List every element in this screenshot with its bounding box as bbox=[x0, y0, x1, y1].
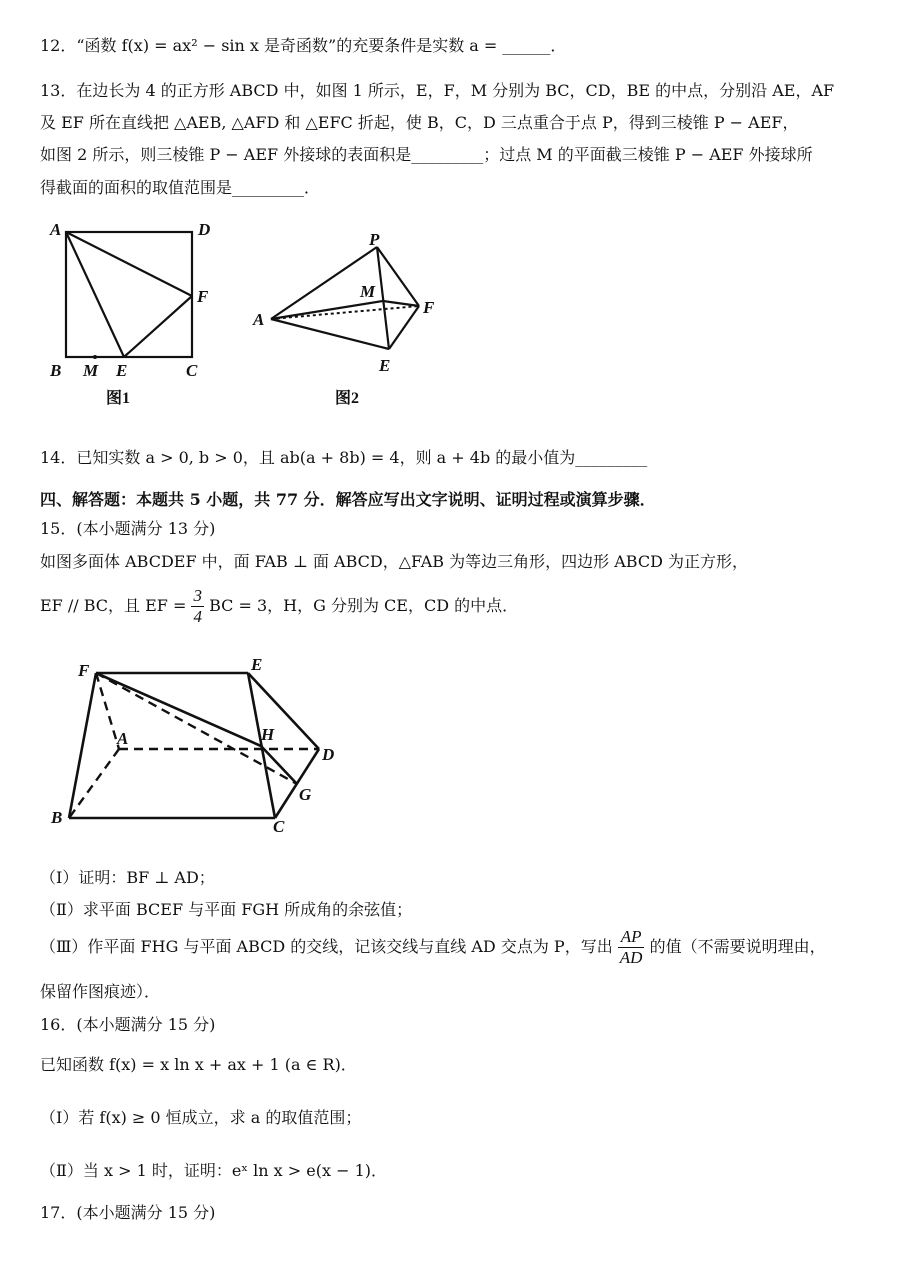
fig3-label-h: H bbox=[261, 725, 275, 744]
figure-1-square bbox=[40, 210, 220, 410]
fig1-label-a: A bbox=[50, 220, 62, 239]
edge-am bbox=[271, 301, 383, 319]
edge-fb bbox=[69, 673, 96, 818]
q15-fraction-denominator: 4 bbox=[193, 607, 202, 626]
q15-part-3-line-2: 保留作图痕迹）． bbox=[40, 982, 161, 1001]
edge-mf bbox=[383, 301, 419, 306]
fig3-label-a: A bbox=[117, 729, 129, 748]
fig2-label-m: M bbox=[360, 282, 376, 301]
q15-part-2: （Ⅱ）求平面 BCEF 与平面 FGH 所成角的余弦值； bbox=[40, 900, 413, 919]
fig2-caption: 图2 bbox=[335, 390, 360, 407]
fig3-label-g: G bbox=[299, 785, 312, 804]
fig2-label-f: F bbox=[423, 298, 435, 317]
q15-part-3-denominator: AD bbox=[619, 948, 643, 967]
segment-ef bbox=[124, 296, 192, 357]
segment-af bbox=[66, 232, 192, 296]
section-4-heading: 四、解答题：本题共 5 小题，共 77 分．解答应写出文字说明、证明过程或演算步骤． bbox=[40, 490, 656, 509]
q15-fraction-numerator: 3 bbox=[193, 586, 202, 605]
segment-ae bbox=[66, 232, 124, 357]
fig1-label-d: D bbox=[198, 220, 211, 239]
q16-part-1: （Ⅰ）若 f(x) ≥ 0 恒成立，求 a 的取值范围； bbox=[40, 1108, 362, 1127]
q13-line-2: 及 EF 所在直线把 △AEB, △AFD 和 △EFC 折起，使 B，C，D 三点重合于点 P，得到三棱锥 P − AEF， bbox=[40, 113, 799, 132]
fig1-label-m: M bbox=[83, 361, 99, 380]
fig1-label-e: E bbox=[116, 361, 128, 380]
q15-part-3-post: 的值（不需要说明理由， bbox=[649, 937, 826, 956]
q14-text: 14．已知实数 a > 0, b > 0，且 ab(a + 8b) = 4，则 a + 4b 的最小值为_________ bbox=[40, 448, 648, 467]
fig1-label-c: C bbox=[186, 361, 198, 380]
q15-title: 15．(本小题满分 13 分) bbox=[40, 519, 216, 538]
q16-title: 16．(本小题满分 15 分) bbox=[40, 1015, 216, 1034]
fig3-label-d: D bbox=[322, 745, 335, 764]
q15-part-3-numerator: AP bbox=[618, 927, 645, 948]
fig3-label-f: F bbox=[78, 661, 90, 680]
fig2-label-p: P bbox=[369, 230, 380, 249]
q15-line-2-pre: EF // BC，且 EF = bbox=[40, 596, 192, 615]
q16-line-1: 已知函数 f(x) = x ln x + ax + 1 (a ∈ R)． bbox=[40, 1055, 357, 1074]
square-abcd bbox=[66, 232, 192, 357]
q17-title: 17．(本小题满分 15 分) bbox=[40, 1203, 216, 1222]
q15-fraction bbox=[191, 586, 204, 627]
fig1-label-f: F bbox=[197, 287, 209, 306]
q12-text: 12．“函数 f(x) = ax² − sin x 是奇函数”的充要条件是实数 a = ______． bbox=[40, 36, 567, 55]
q15-line-2-post: BC = 3，H，G 分别为 CE，CD 的中点． bbox=[209, 596, 519, 615]
q15-line-2 bbox=[40, 584, 518, 628]
q16-part-2: （Ⅱ）当 x > 1 时，证明：eˣ ln x > e(x − 1)． bbox=[40, 1161, 388, 1180]
q15-part-3-fraction bbox=[618, 927, 645, 968]
fig1-label-b: B bbox=[50, 361, 62, 380]
figure-2-pyramid bbox=[245, 225, 455, 410]
q15-part-1: （Ⅰ）证明：BF ⊥ AD； bbox=[40, 868, 215, 887]
q13-line-4: 得截面的面积的取值范围是_________． bbox=[40, 178, 321, 197]
edge-ae bbox=[271, 319, 389, 349]
edge-ef bbox=[389, 306, 419, 349]
figure-polyhedron bbox=[45, 648, 355, 843]
edge-ec bbox=[248, 673, 275, 818]
q15-line-1: 如图多面体 ABCDEF 中，面 FAB ⊥ 面 ABCD，△FAB 为等边三角形，四边形 ABCD 为正方形， bbox=[40, 552, 748, 571]
fig2-label-e: E bbox=[379, 356, 391, 375]
fig2-label-a: A bbox=[253, 310, 265, 329]
q13-line-3: 如图 2 所示，则三棱锥 P − AEF 外接球的表面积是_________；过点 M 的平面截三棱锥 P − AEF 外接球所 bbox=[40, 145, 813, 164]
point-m bbox=[93, 355, 97, 359]
q15-part-3 bbox=[40, 922, 826, 972]
fig3-label-e: E bbox=[251, 655, 263, 674]
fig3-label-c: C bbox=[273, 817, 285, 836]
fig3-label-b: B bbox=[51, 808, 63, 827]
edge-ed bbox=[248, 673, 319, 749]
fig1-caption: 图1 bbox=[106, 390, 131, 407]
q13-line-1: 13．在边长为 4 的正方形 ABCD 中，如图 1 所示，E，F，M 分别为 BC，CD，BE 的中点，分别沿 AE，AF bbox=[40, 81, 835, 100]
q15-part-3-pre: （Ⅲ）作平面 FHG 与平面 ABCD 的交线，记该交线与直线 AD 交点为 P，写出 bbox=[40, 937, 613, 956]
